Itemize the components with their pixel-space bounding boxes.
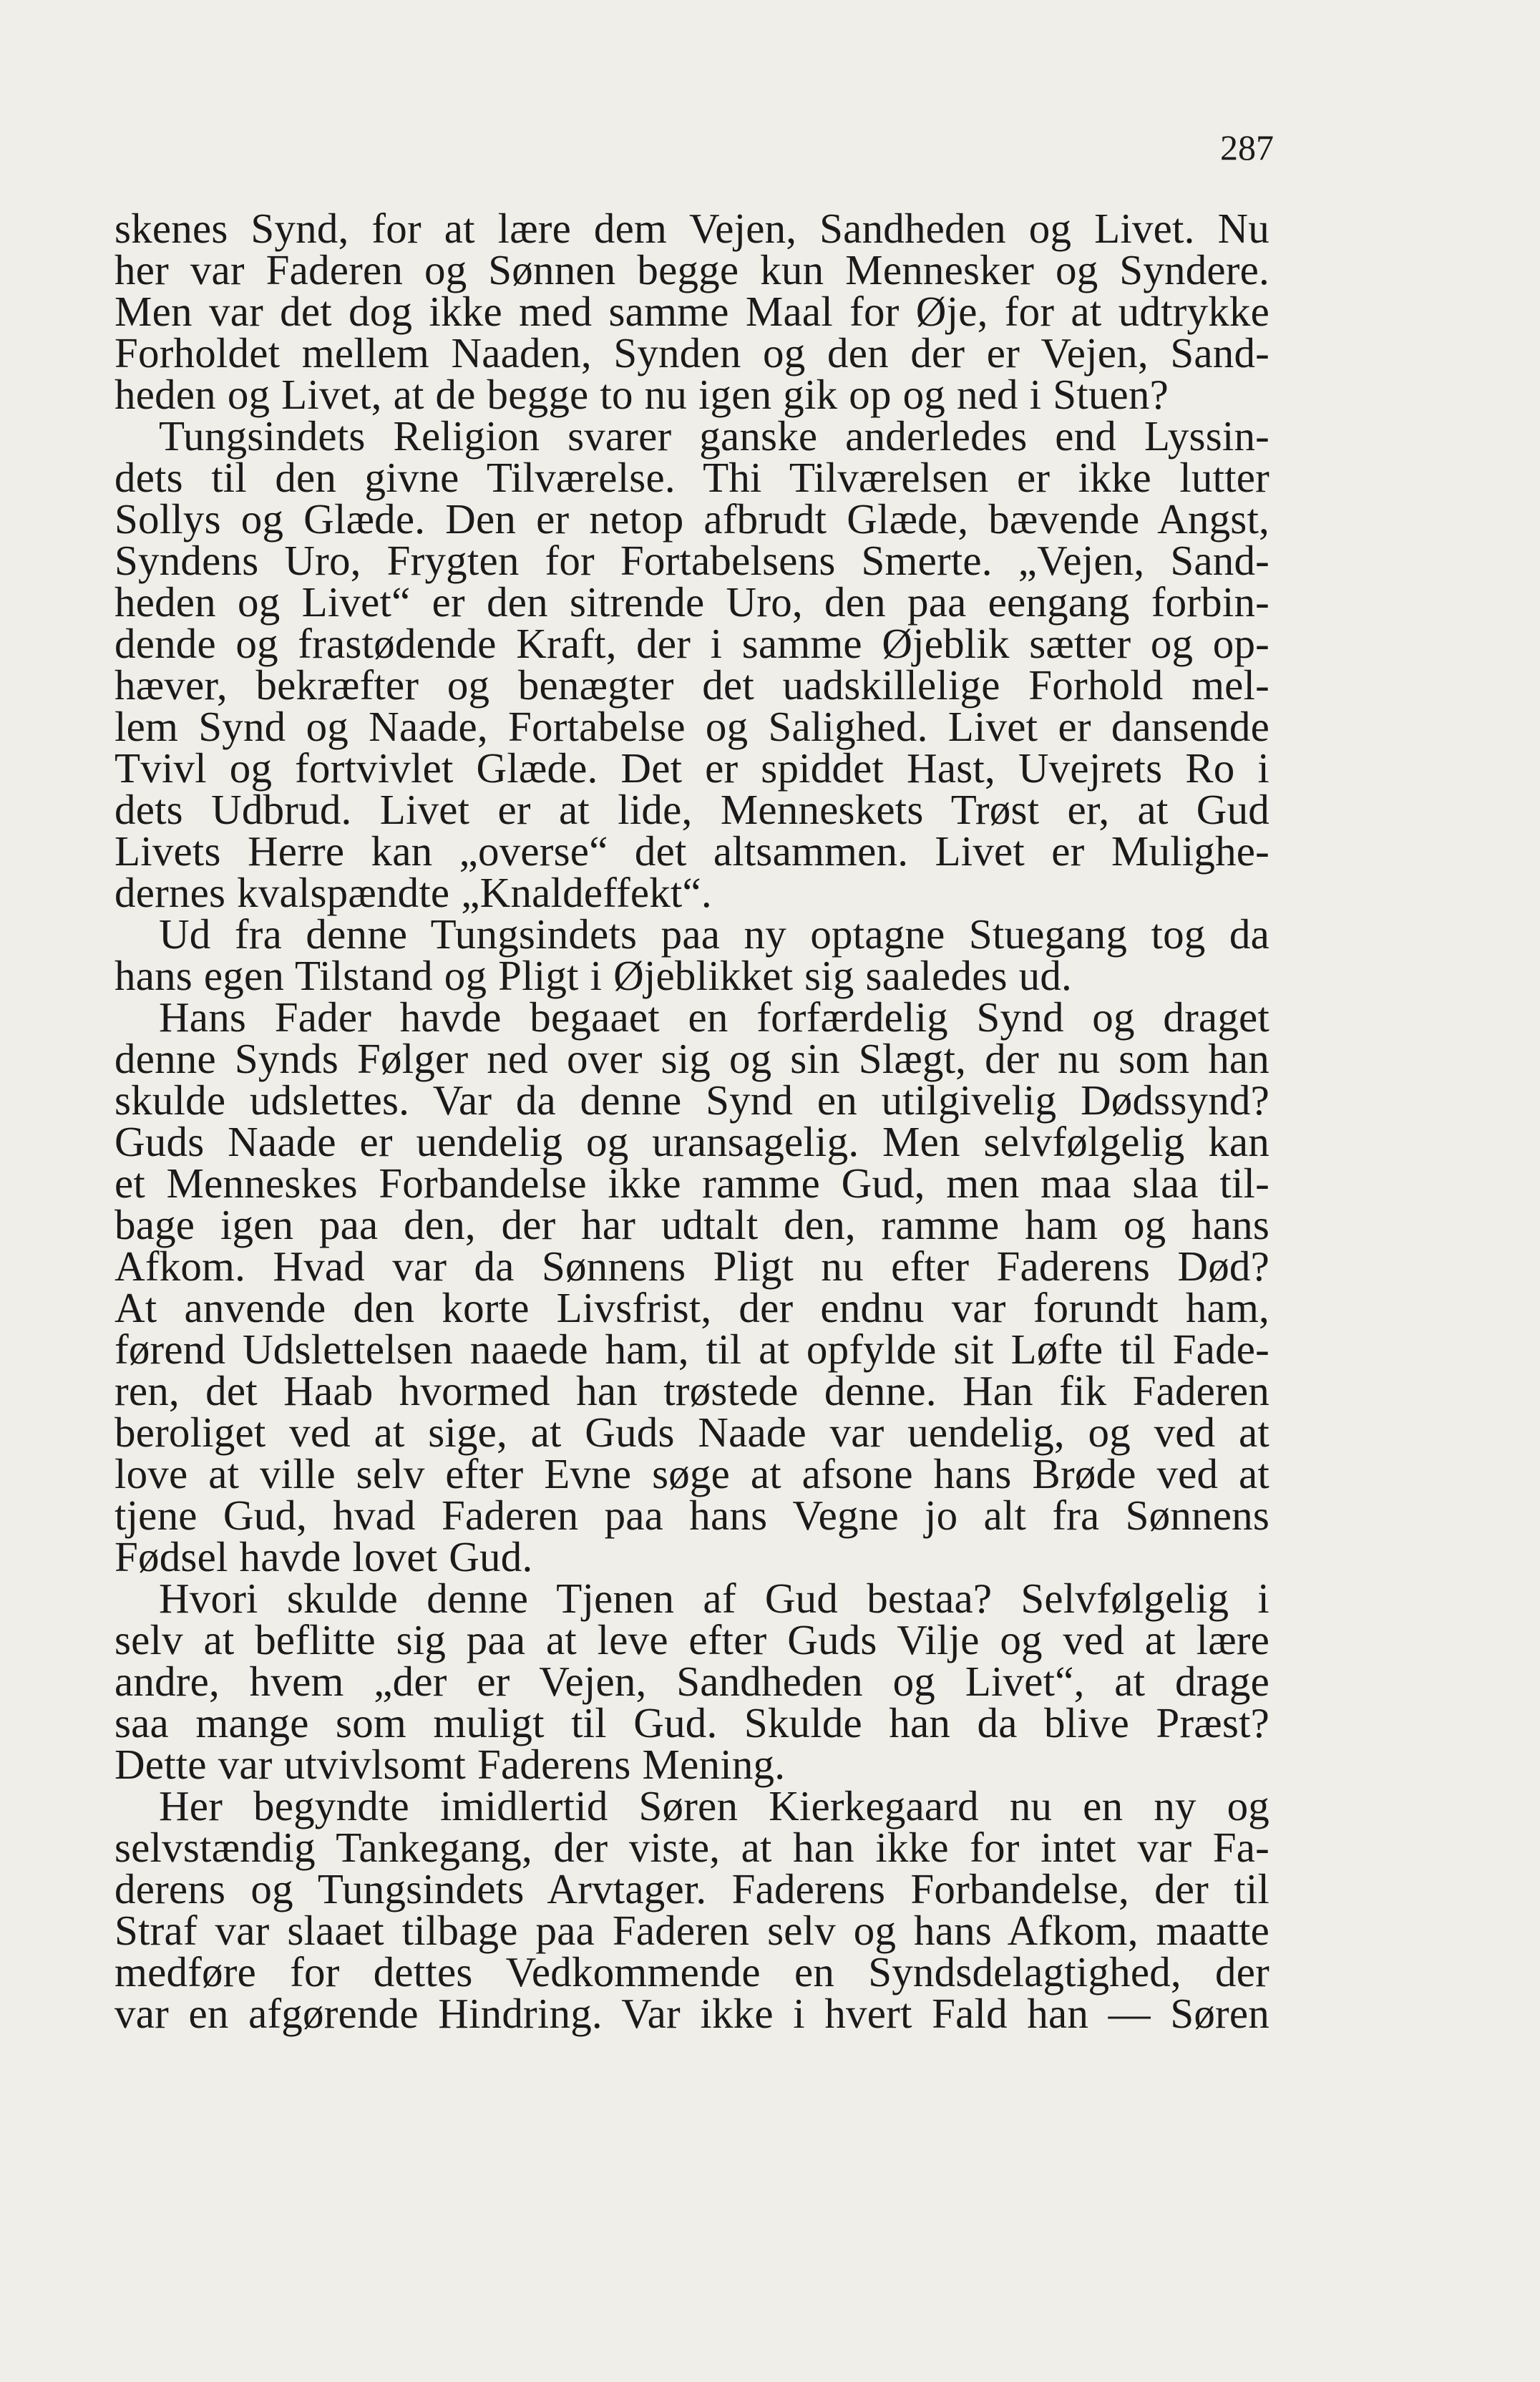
text-line: ren, det Haab hvormed han trøstede denne. Han fik Faderen (114, 1367, 1269, 1414)
body-text (114, 205, 1269, 2037)
text-line: heden og Livet“ er den sitrende Uro, den paa eengang forbin- (114, 578, 1269, 626)
paragraph-start-line: Ud fra denne Tungsindets paa ny optagne Stuegang tog da (159, 910, 1269, 958)
text-line: love at ville selv efter Evne søge at afsone hans Brøde ved at (114, 1450, 1269, 1497)
text-line: Straf var slaaet tilbage paa Faderen selv og hans Afkom, maatte (114, 1907, 1269, 1954)
text-line: dets Udbrud. Livet er at lide, Menneskets Trøst er, at Gud (114, 786, 1269, 833)
text-line: derens og Tungsindets Arvtager. Faderens Forbandelse, der til (114, 1865, 1269, 1912)
text-line: Forholdet mellem Naaden, Synden og den der er Vejen, Sand- (114, 329, 1269, 376)
paragraph-start-line: Tungsindets Religion svarer ganske anderledes end Lyssin- (159, 412, 1269, 460)
text-line: bage igen paa den, der har udtalt den, ramme ham og hans (114, 1201, 1269, 1248)
text-line: andre, hvem „der er Vejen, Sandheden og Livet“, at drage (114, 1658, 1269, 1705)
text-line: At anvende den korte Livsfrist, der endnu var forundt ham, (114, 1284, 1269, 1331)
text-line: selv at beflitte sig paa at leve efter Guds Vilje og ved at lære (114, 1616, 1269, 1663)
text-line: medføre for dettes Vedkommende en Syndsdelagtighed, der (114, 1948, 1269, 1995)
text-line: selvstændig Tankegang, der viste, at han ikke for intet var Fa- (114, 1824, 1269, 1871)
text-line: Fødsel havde lovet Gud. (114, 1533, 533, 1580)
paragraph-start-line: Hvori skulde denne Tjenen af Gud bestaa? Selvfølgelig i (159, 1575, 1269, 1622)
text-line: Tvivl og fortvivlet Glæde. Det er spiddet Hast, Uvejrets Ro i (114, 744, 1269, 792)
text-line: beroliget ved at sige, at Guds Naade var uendelig, og ved at (114, 1409, 1269, 1456)
text-line: denne Synds Følger ned over sig og sin Slægt, der nu som han (114, 1035, 1269, 1082)
text-line: skulde udslettes. Var da denne Synd en utilgivelig Dødssynd? (114, 1076, 1269, 1124)
paragraph-start-line: Hans Fader havde begaaet en forfærdelig Synd og draget (159, 993, 1269, 1041)
text-line: dende og frastødende Kraft, der i samme Øjeblik sætter og op- (114, 620, 1269, 667)
text-line: hans egen Tilstand og Pligt i Øjeblikket sig saaledes ud. (114, 952, 1072, 999)
text-line: dernes kvalspændte „Knaldeffekt“. (114, 869, 712, 916)
text-line: Syndens Uro, Frygten for Fortabelsens Smerte. „Vejen, Sand- (114, 537, 1269, 584)
text-line: et Menneskes Forbandelse ikke ramme Gud, men maa slaa til- (114, 1160, 1269, 1207)
text-line: Dette var utvivlsomt Faderens Mening. (114, 1741, 786, 1788)
text-line: tjene Gud, hvad Faderen paa hans Vegne jo alt fra Sønnens (114, 1492, 1269, 1539)
text-line: Livets Herre kan „overse“ det altsammen. Livet er Mulighe- (114, 827, 1269, 875)
text-line: Sollys og Glæde. Den er netop afbrudt Glæde, bævende Angst, (114, 495, 1269, 543)
text-line: saa mange som muligt til Gud. Skulde han da blive Præst? (114, 1699, 1269, 1746)
page-number: 287 (1220, 127, 1274, 167)
text-line: hæver, bekræfter og benægter det uadskillelige Forhold mel- (114, 661, 1269, 709)
text-line: førend Udslettelsen naaede ham, til at opfylde sit Løfte til Fade- (114, 1326, 1269, 1373)
text-line: var en afgørende Hindring. Var ikke i hvert Fald han — Søren (114, 1990, 1269, 2037)
text-line: Men var det dog ikke med samme Maal for Øje, for at udtrykke (114, 288, 1269, 335)
text-line: lem Synd og Naade, Fortabelse og Salighed. Livet er dansende (114, 703, 1269, 750)
text-line: Afkom. Hvad var da Sønnens Pligt nu efter Faderens Død? (114, 1243, 1269, 1290)
text-line: her var Faderen og Sønnen begge kun Mennesker og Syndere. (114, 246, 1269, 293)
text-line: dets til den givne Tilværelse. Thi Tilværelsen er ikke lutter (114, 454, 1269, 501)
text-line: Guds Naade er uendelig og uransagelig. Men selvfølgelig kan (114, 1118, 1269, 1165)
paragraph-start-line: Her begyndte imidlertid Søren Kierkegaard nu en ny og (159, 1782, 1269, 1829)
text-line: heden og Livet, at de begge to nu igen gik op og ned i Stuen? (114, 371, 1169, 418)
text-line: skenes Synd, for at lære dem Vejen, Sandheden og Livet. Nu (114, 205, 1269, 252)
